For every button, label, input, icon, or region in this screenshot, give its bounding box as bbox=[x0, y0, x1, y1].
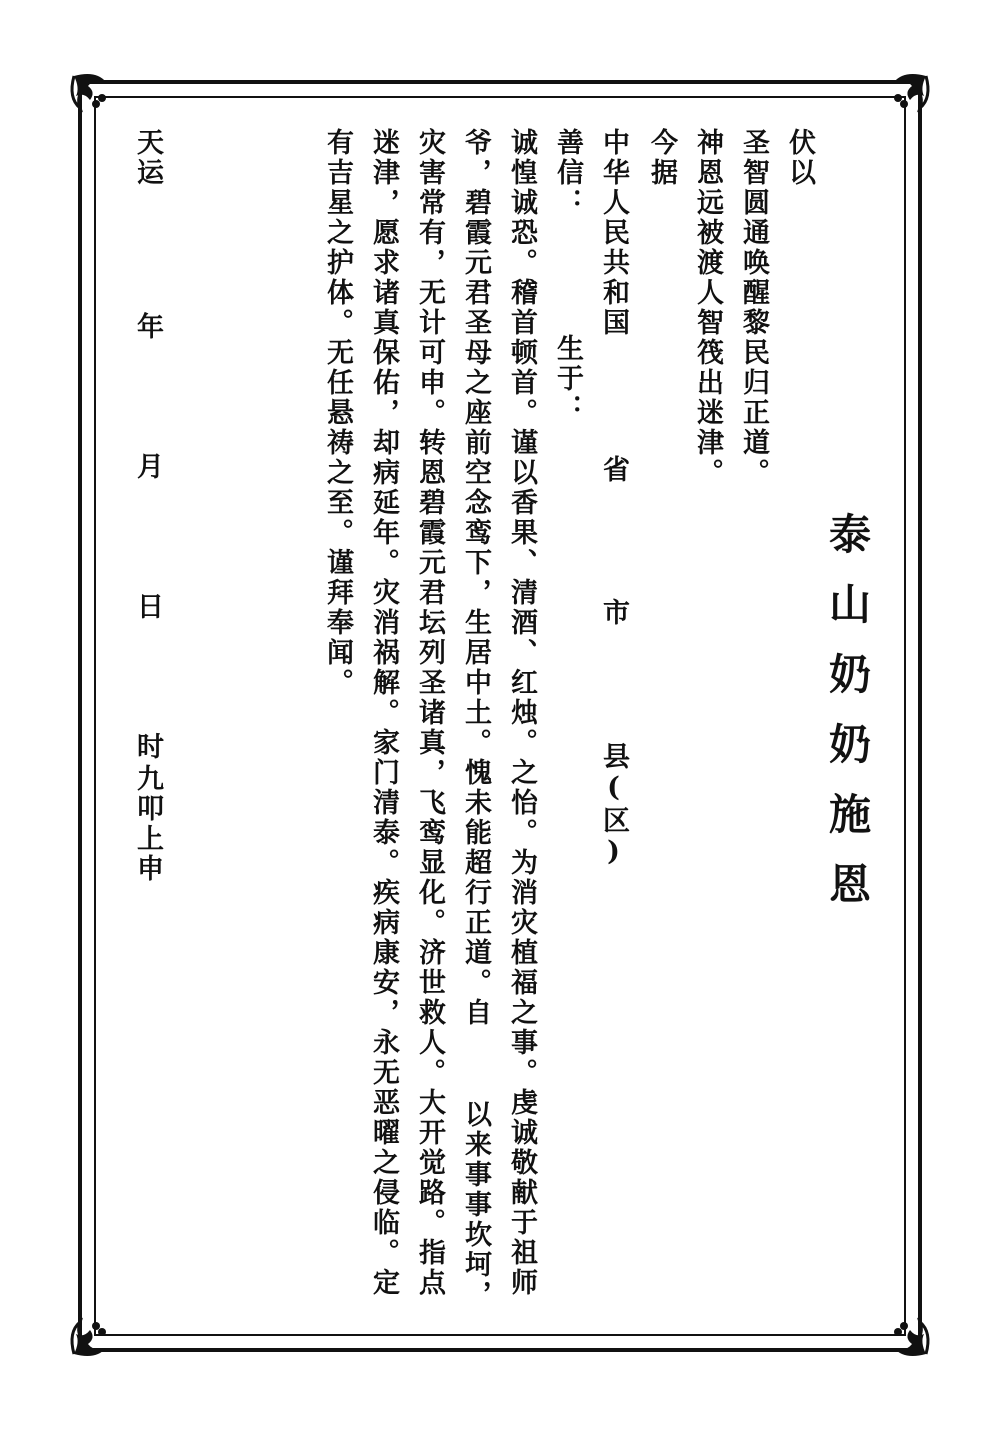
date-tianyun: 天运 bbox=[132, 128, 163, 188]
corner-ornament-icon bbox=[66, 1302, 126, 1362]
text-column-2: 圣智圆通唤醒黎民归正道。 bbox=[738, 128, 769, 488]
text-column-5-county: 县(区) bbox=[598, 742, 629, 870]
text-column-8b: 以来事事坎坷， bbox=[460, 1100, 491, 1310]
text-column-4: 今据 bbox=[646, 128, 677, 188]
inner-border bbox=[94, 96, 906, 1336]
date-year: 年 bbox=[132, 312, 163, 342]
text-column-9: 灾害常有，无计可申。转恩碧霞元君坛列圣诸真，飞鸾显化。济世救人。大开觉路。指点 bbox=[414, 128, 445, 1298]
date-month: 月 bbox=[132, 452, 163, 482]
date-hour: 时 bbox=[132, 732, 163, 762]
text-column-5-country: 中华人民共和国 bbox=[598, 128, 629, 338]
text-column-7: 诚惶诚恐。稽首顿首。谨以香果、清酒、红烛。之怡。为消灾植福之事。虔诚敬献于祖师 bbox=[506, 128, 537, 1298]
text-column-6-believer: 善信： bbox=[552, 128, 583, 218]
corner-ornament-icon bbox=[874, 1302, 934, 1362]
text-column-10: 迷津，愿求诸真保佑，却病延年。灾消祸解。家门清泰。疾病康安，永无恶曜之侵临。定 bbox=[368, 128, 399, 1298]
document-title: 泰山奶奶施恩 bbox=[823, 512, 872, 932]
text-column-6-born: 生于： bbox=[552, 334, 583, 424]
text-column-11: 有吉星之护体。无任悬祷之至。谨拜奉闻。 bbox=[322, 128, 353, 698]
text-column-3: 神恩远被渡人智筏出迷津。 bbox=[692, 128, 723, 488]
text-column-5-province: 省 bbox=[598, 455, 629, 485]
date-day: 日 bbox=[132, 592, 163, 622]
text-column-8a: 爷，碧霞元君圣母之座前空念鸾下，生居中土。愧未能超行正道。自 bbox=[460, 128, 491, 1028]
corner-ornament-icon bbox=[66, 68, 126, 128]
corner-ornament-icon bbox=[874, 68, 934, 128]
closing-phrase: 九叩上申 bbox=[132, 764, 163, 884]
text-column-1: 伏以 bbox=[784, 128, 815, 188]
text-column-5-city: 市 bbox=[598, 598, 629, 628]
